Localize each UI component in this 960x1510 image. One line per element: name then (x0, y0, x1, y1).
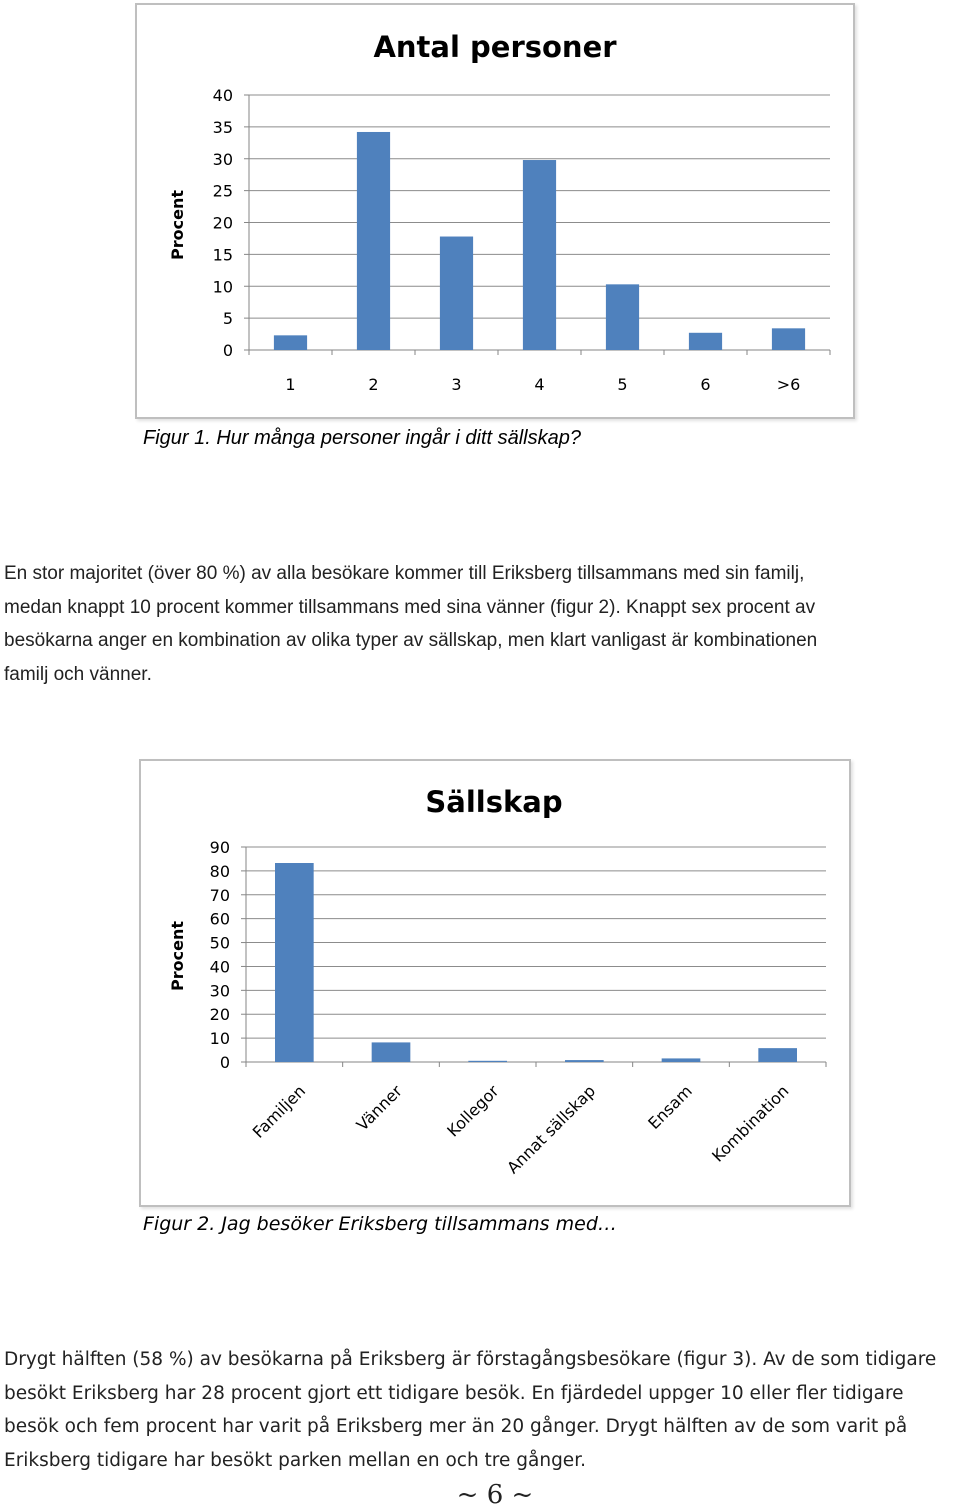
bar (357, 132, 390, 350)
figure-caption-2: Figur 2. Jag besöker Eriksberg tillsammans med… (143, 1213, 617, 1235)
y-tick-label: 90 (209, 838, 230, 857)
chart-frame-antal-personer (135, 3, 855, 419)
y-tick-label: 50 (209, 933, 230, 953)
x-tick-label: 1 (285, 375, 296, 394)
y-tick-label: 80 (209, 861, 230, 881)
paragraph-line: besökt Eriksberg har 28 procent gjort ett tidigare besök. En fjärdedel uppger 10 eller fler tidigare (4, 1382, 904, 1404)
y-tick-label: 60 (209, 909, 230, 929)
y-tick-label: 30 (212, 149, 233, 169)
bar (372, 1042, 411, 1062)
paragraph-line: medan knappt 10 procent kommer tillsammans med sina vänner (figur 2). Knappt sex procent av (4, 596, 816, 618)
x-tick-label: 3 (451, 375, 462, 394)
y-tick-label: 35 (212, 117, 233, 137)
x-tick-label: 2 (368, 375, 379, 394)
y-tick-label: 40 (212, 86, 233, 105)
paragraph-line: besök och fem procent har varit på Eriksberg mer än 20 gånger. Drygt hälften av de som varit på (4, 1416, 908, 1437)
page-number: ~ 6 ~ (456, 1480, 534, 1510)
chart-frame-sallskap (139, 759, 851, 1207)
bar (565, 1060, 604, 1062)
paragraph-2 (4, 1343, 960, 1477)
x-tick-label: Familjen (248, 1081, 310, 1142)
bar (772, 328, 805, 350)
bar (758, 1048, 797, 1062)
y-axis-label: Procent (168, 190, 187, 260)
bar (274, 335, 307, 350)
y-tick-label: 10 (209, 1029, 230, 1049)
paragraph-1 (4, 557, 960, 691)
paragraph-line: besökarna anger en kombination av olika typer av sällskap, men klart vanligast är kombinationen (4, 630, 818, 651)
x-tick-label: Ensam (644, 1081, 696, 1134)
y-axis-label: Procent (168, 921, 187, 991)
bar (662, 1058, 701, 1062)
y-tick-label: 30 (209, 981, 230, 1001)
y-tick-label: 0 (222, 341, 233, 360)
x-tick-label: 6 (700, 375, 711, 394)
chart-title: Sällskap (425, 785, 563, 819)
y-tick-label: 5 (222, 309, 233, 329)
y-tick-label: 25 (212, 181, 233, 201)
paragraph-line: Drygt hälften (58 %) av besökarna på Eriksberg är förstagångsbesökare (figur 3). Av de som tidigare (4, 1349, 937, 1370)
y-tick-label: 20 (209, 1005, 230, 1025)
x-tick-label: Kombination (708, 1081, 793, 1166)
paragraph-line: Eriksberg tidigare har besökt parken mellan en och tre gånger. (4, 1449, 586, 1471)
paragraph-line: En stor majoritet (över 80 %) av alla besökare kommer till Eriksberg tillsammans med sin familj, (4, 563, 805, 584)
figure-caption-1: Figur 1. Hur många personer ingår i ditt sällskap? (143, 427, 581, 449)
paragraph-line: familj och vänner. (4, 663, 152, 685)
y-tick-label: 10 (212, 277, 233, 297)
y-tick-label: 0 (219, 1053, 230, 1072)
y-tick-label: 15 (212, 245, 233, 265)
bar (275, 863, 314, 1062)
bar (606, 284, 639, 350)
y-tick-label: 40 (209, 957, 230, 977)
chart-title: Antal personer (373, 30, 617, 64)
chart-antal-personer (137, 5, 853, 417)
chart-sallskap (141, 761, 849, 1205)
x-tick-label: >6 (776, 375, 801, 394)
x-tick-label: Annat sällskap (503, 1081, 600, 1178)
bar (523, 160, 556, 350)
bar (440, 237, 473, 350)
x-tick-label: 5 (617, 375, 628, 394)
y-tick-label: 70 (209, 885, 230, 905)
x-tick-label: Vänner (352, 1081, 406, 1135)
bar (689, 333, 722, 350)
x-tick-label: 4 (534, 375, 545, 394)
y-tick-label: 20 (212, 213, 233, 233)
bar (468, 1061, 507, 1062)
x-tick-label: Kollegor (443, 1081, 503, 1141)
